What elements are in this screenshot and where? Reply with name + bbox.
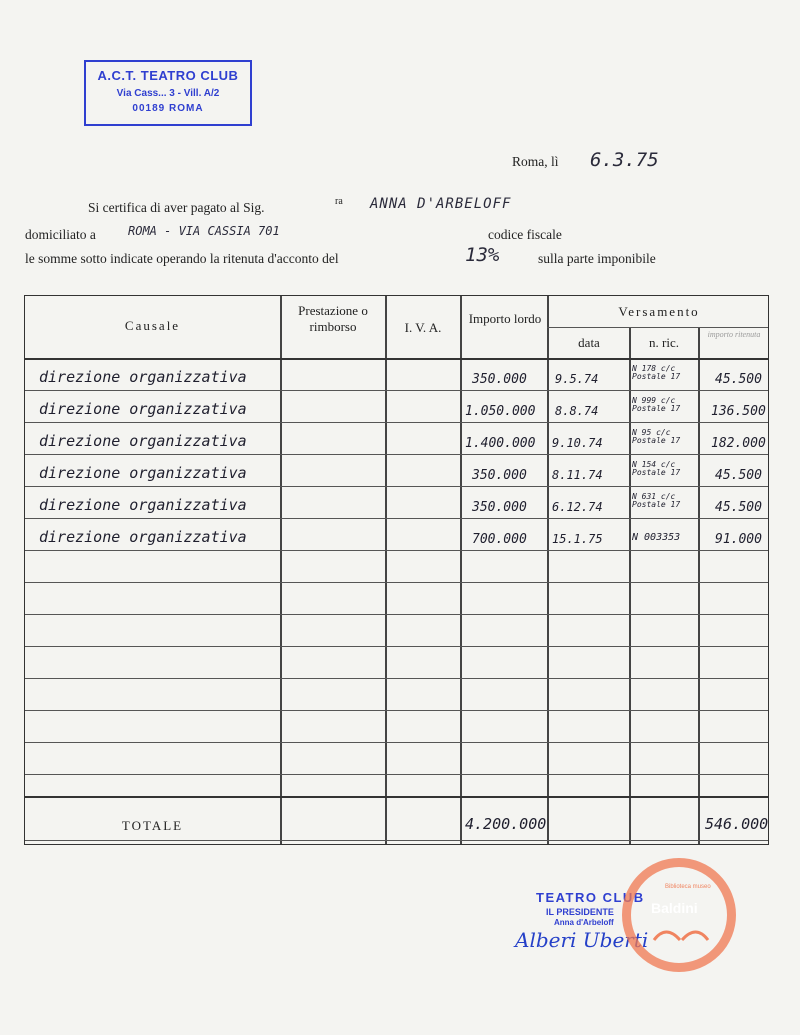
header-iva: I. V. A. xyxy=(404,320,442,335)
domicile-label: domiciliato a xyxy=(25,227,96,242)
row2-causale: direzione organizzativa xyxy=(39,400,247,418)
row5-data: 6.12.74 xyxy=(552,500,603,514)
rate-value: 13% xyxy=(465,244,500,266)
row3-causale: direzione organizzativa xyxy=(39,432,247,450)
row2-ritenuta: 136.500 xyxy=(711,404,766,419)
payments-table xyxy=(24,295,769,845)
row6-causale: direzione organizzativa xyxy=(39,528,247,546)
row1-causale: direzione organizzativa xyxy=(39,368,247,386)
books-icon xyxy=(652,922,710,942)
total-label: TOTALE xyxy=(121,818,184,833)
total-ritenuta: 546.000 xyxy=(705,815,769,833)
row3-nric: N 95 c/c Postale 17 xyxy=(632,428,681,446)
title-suffix: ra xyxy=(335,196,343,207)
row1-importo: 350.000 xyxy=(472,372,527,387)
certify-label: Si certifica di aver pagato al Sig. xyxy=(88,200,265,215)
stamp-line2: Via Cass... 3 - Vill. A/2 xyxy=(116,88,220,99)
row2-importo: 1.050.000 xyxy=(465,404,536,419)
row3-importo: 1.400.000 xyxy=(465,436,536,451)
stamp-line3: 00189 ROMA xyxy=(132,103,204,114)
row4-causale: direzione organizzativa xyxy=(39,464,247,482)
header-nric: n. ric. xyxy=(649,335,679,350)
header-data: data xyxy=(578,335,600,350)
row1-ritenuta: 45.500 xyxy=(715,372,762,387)
row4-data: 8.11.74 xyxy=(552,468,603,482)
row4-ritenuta: 45.500 xyxy=(715,468,762,483)
president-stamp-line2: IL PRESIDENTE xyxy=(546,907,614,917)
row4-nric: N 154 c/c Postale 17 xyxy=(632,460,681,478)
header-importo-ritenuta: importo ritenuta xyxy=(707,330,761,339)
row1-data: 9.5.74 xyxy=(555,372,599,386)
row4-importo: 350.000 xyxy=(472,468,527,483)
president-stamp-line3: Anna d'Arbeloff xyxy=(554,918,614,927)
header-importo-lordo: Importo lordo xyxy=(468,311,542,326)
row5-ritenuta: 45.500 xyxy=(715,500,762,515)
header-causale: Causale xyxy=(124,318,181,333)
total-importo: 4.200.000 xyxy=(465,815,547,833)
watermark-small-text: Biblioteca museo xyxy=(665,884,711,890)
place-label: Roma, lì xyxy=(512,154,559,169)
row3-ritenuta: 182.000 xyxy=(711,436,766,451)
taxable-label: sulla parte imponibile xyxy=(538,251,656,266)
row3-data: 9.10.74 xyxy=(552,436,603,450)
header-versamento: Versamento xyxy=(618,304,700,319)
club-stamp xyxy=(84,60,252,126)
row1-nric: N 178 c/c Postale 17 xyxy=(632,364,681,382)
handwritten-signature: Alberi Uberti xyxy=(515,928,649,952)
recipient-name: ANNA D'ARBELOFF xyxy=(370,196,512,212)
row2-nric: N 999 c/c Postale 17 xyxy=(632,396,681,414)
watermark-text: Baldini xyxy=(651,900,698,916)
withholding-label: le somme sotto indicate operando la ritenuta d'acconto del xyxy=(25,251,339,266)
row5-nric: N 631 c/c Postale 17 xyxy=(632,492,681,510)
row2-data: 8.8.74 xyxy=(555,404,599,418)
stamp-line1: A.C.T. TEATRO CLUB xyxy=(97,68,239,83)
president-stamp-line1: TEATRO CLUB xyxy=(536,890,645,905)
row5-causale: direzione organizzativa xyxy=(39,496,247,514)
date-value: 6.3.75 xyxy=(590,149,659,171)
row5-importo: 350.000 xyxy=(472,500,527,515)
address-value: ROMA - VIA CASSIA 701 xyxy=(128,224,280,238)
fiscal-code-label: codice fiscale xyxy=(488,227,562,242)
row6-data: 15.1.75 xyxy=(552,532,603,546)
header-prestazione: Prestazione o rimborso xyxy=(298,303,368,335)
row6-ritenuta: 91.000 xyxy=(715,532,762,547)
row6-nric: N 003353 xyxy=(632,532,681,543)
row6-importo: 700.000 xyxy=(472,532,527,547)
